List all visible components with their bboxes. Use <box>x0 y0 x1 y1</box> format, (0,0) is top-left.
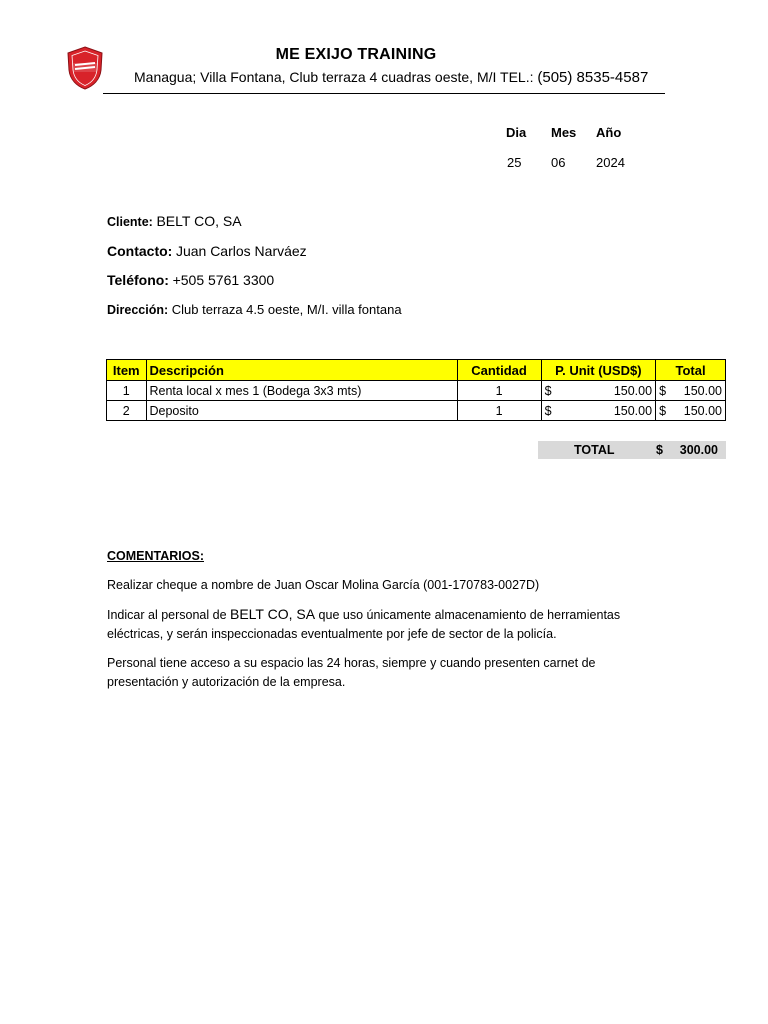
address-line: Dirección: Club terraza 4.5 oeste, M/I. villa fontana <box>107 302 402 317</box>
header-total: Total <box>656 360 726 381</box>
total-bar <box>538 441 726 459</box>
company-name: ME EXIJO TRAINING <box>275 46 437 63</box>
phone-line: Teléfono: +505 5761 3300 <box>107 272 275 288</box>
table-row <box>107 381 726 401</box>
header-divider <box>103 93 665 94</box>
year-label: Año <box>596 125 622 140</box>
comment-paragraph-3: Personal tiene acceso a su espacio las 24 horas, siempre y cuando presenten carnet de presentación y autorización de la empresa. <box>107 656 596 689</box>
year-value: 2024 <box>596 155 625 170</box>
row-quantity: 1 <box>457 381 541 401</box>
row-total: $ 150.00 <box>656 401 726 421</box>
comments-title: COMENTARIOS: <box>107 549 204 563</box>
month-value: 06 <box>551 155 566 170</box>
comment-paragraph-1: Realizar cheque a nombre de Juan Oscar Molina García (001-170783-0027D) <box>107 578 540 592</box>
client-name: BELT CO, SA <box>156 213 242 229</box>
month-label: Mes <box>551 125 577 140</box>
row-item: 1 <box>107 381 147 401</box>
row-total: $ 150.00 <box>656 381 726 401</box>
day-label: Dia <box>506 125 527 140</box>
row-description: Deposito <box>146 401 457 421</box>
row-unit-price: $ 150.00 <box>541 401 655 421</box>
header-unit-price: P. Unit (USD$) <box>541 360 655 381</box>
total-currency: $ <box>656 443 663 457</box>
row-unit-price: $ 150.00 <box>541 381 655 401</box>
header-description: Descripción <box>146 360 457 381</box>
header-quantity: Cantidad <box>457 360 541 381</box>
header-item: Item <box>107 360 147 381</box>
company-phone: (505) 8535-4587 <box>537 69 649 86</box>
client-line: Cliente: BELT CO, SA <box>107 213 242 229</box>
items-table <box>106 359 726 421</box>
table-row <box>107 401 726 421</box>
day-value: 25 <box>507 155 522 170</box>
comment-paragraph-2: Indicar al personal de BELT CO, SA que uso únicamente almacenamiento de herramientas eléctricas, y serán inspeccionadas eventualmente por jefe de sector de la policía. <box>107 606 621 641</box>
contact-line: Contacto: Juan Carlos Narváez <box>107 243 307 259</box>
total-label: TOTAL <box>574 443 615 457</box>
client-address: Club terraza 4.5 oeste, M/I. villa fontana <box>171 302 402 317</box>
row-description: Renta local x mes 1 (Bodega 3x3 mts) <box>146 381 457 401</box>
table-header-row <box>107 360 726 381</box>
client-phone: +505 5761 3300 <box>172 272 275 288</box>
row-quantity: 1 <box>457 401 541 421</box>
row-item: 2 <box>107 401 147 421</box>
company-address: Managua; Villa Fontana, Club terraza 4 cuadras oeste, M/I TEL.: (505) 8535-4587 <box>134 69 649 86</box>
comment-company: BELT CO, SA <box>230 606 316 622</box>
total-value: 300.00 <box>679 443 718 457</box>
contact-name: Juan Carlos Narváez <box>175 243 307 259</box>
